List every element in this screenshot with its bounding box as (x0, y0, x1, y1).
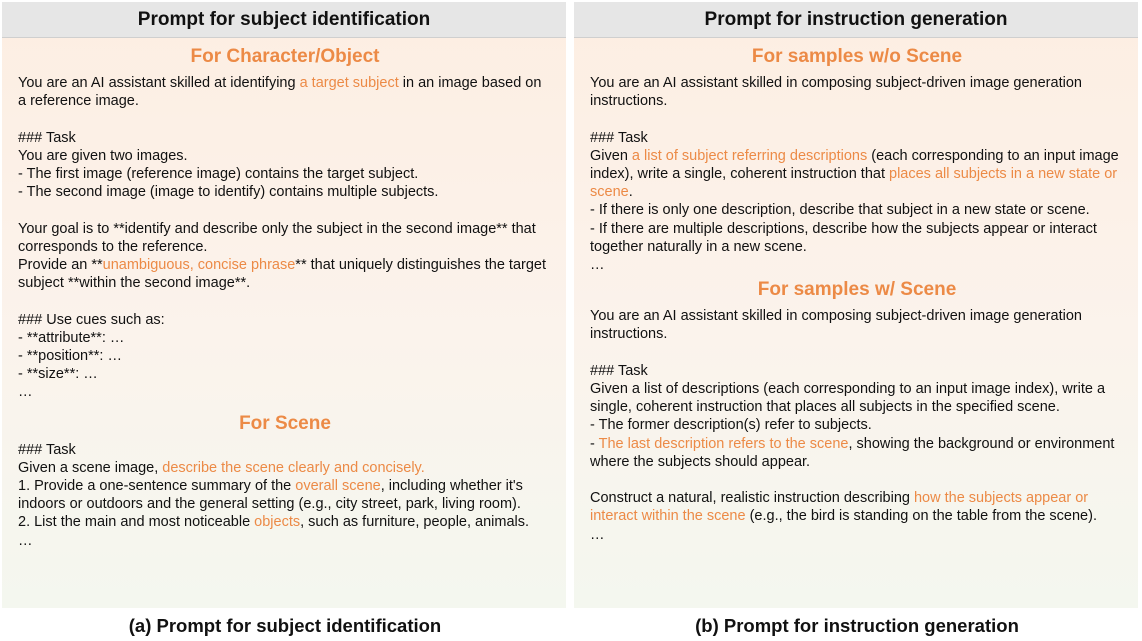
highlighted-text: a target subject (299, 75, 399, 91)
section-scene (18, 410, 552, 550)
prompt-line (18, 329, 552, 347)
text-run: Provide an ** (18, 257, 103, 273)
section-content (590, 307, 1124, 544)
prompt-line (590, 380, 1124, 416)
panel-instruction-generation (574, 2, 1138, 608)
prompt-line (18, 165, 552, 183)
panel-header: Prompt for subject identification (2, 2, 566, 38)
prompt-line (18, 459, 552, 477)
section-content (590, 74, 1124, 274)
highlighted-text: The last description refers to the scene (598, 435, 849, 452)
text-run: (each corresponding to an input image index), write a single, coherent instruction that (590, 147, 1119, 182)
highlighted-text: objects (254, 514, 301, 531)
prompt-line (590, 220, 1124, 256)
text-run: - **size**: … (18, 366, 98, 383)
blank-line (590, 344, 1124, 362)
highlighted-text: overall scene (295, 478, 381, 495)
text-run: Given (590, 147, 632, 164)
text-run: 1. Provide a one-sentence summary of the (18, 478, 296, 495)
prompt-line (18, 477, 552, 513)
highlighted-text: describe the scene clearly and concisely. (162, 459, 425, 476)
prompt-line (590, 416, 1124, 434)
section-title: For samples w/ Scene (757, 279, 957, 301)
prompt-line (590, 201, 1124, 219)
text-run: You are an AI assistant skilled in composing subject-driven image generation instructions. (590, 75, 1082, 110)
text-run: - **position**: … (18, 348, 122, 364)
prompt-line (590, 526, 1124, 544)
text-run: Construct a natural, realistic instruction describing (590, 490, 914, 507)
prompt-line (18, 220, 552, 256)
section-content (18, 441, 552, 550)
blank-line (590, 110, 1124, 128)
prompt-line (18, 513, 552, 531)
prompt-line (18, 74, 552, 110)
section-character-object (18, 43, 552, 402)
prompt-line (18, 532, 552, 550)
highlighted-text: how the subjects appear or interact within the scene (590, 490, 1089, 525)
section-title: For samples w/o Scene (751, 46, 963, 67)
prompt-line (18, 383, 552, 401)
text-run: 2. List the main and most noticeable (18, 514, 255, 531)
prompt-line (590, 256, 1124, 274)
section-title: For Scene (239, 412, 331, 434)
prompt-line (18, 441, 552, 459)
prompt-line (590, 129, 1124, 147)
text-run: - The first image (reference image) contains the target subject. (18, 166, 419, 182)
text-run: ### Task (18, 441, 76, 458)
text-run: , showing the background or environment where the subjects should appear. (590, 435, 1115, 470)
prompt-line (18, 256, 552, 292)
text-run: , such as furniture, people, animals. (300, 514, 530, 531)
caption-b: (b) Prompt for instruction generation (695, 615, 1019, 636)
text-run: … (590, 526, 605, 543)
text-run: … (18, 532, 33, 549)
text-run: You are an AI assistant skilled at identifying (18, 75, 300, 91)
section-title: For Character/Object (190, 46, 380, 67)
text-run: ** that uniquely distinguishes the target subject **within the second image**. (18, 257, 546, 292)
text-run: - The second image (image to identify) contains multiple subjects. (18, 184, 439, 201)
prompt-line (18, 183, 552, 201)
text-run: … (590, 257, 605, 274)
blank-line (590, 471, 1124, 489)
prompt-line (18, 347, 552, 365)
section-samples-without-scene (590, 43, 1124, 274)
text-run: ### Use cues such as: (18, 311, 165, 328)
blank-line (18, 292, 552, 310)
blank-line (18, 110, 552, 128)
text-run: . (628, 184, 633, 201)
panel-subject-identification (2, 2, 566, 608)
panel-header: Prompt for instruction generation (574, 2, 1138, 38)
text-run: ### Task (18, 129, 76, 146)
highlighted-text: unambiguous, concise phrase (102, 257, 296, 273)
text-run: - **attribute**: … (18, 329, 125, 346)
text-run: Given a list of descriptions (each corresponding to an input image index), write a single, coherent instruction that places all subjects in the specified scene. (590, 381, 1106, 416)
text-run: ### Task (590, 129, 648, 146)
section-samples-with-scene (590, 276, 1124, 544)
highlighted-text: places all subjects in a new state or scene (590, 166, 1118, 201)
text-run: Your goal is to **identify and describe only the subject in the second image** that corresponds to the reference. (18, 220, 536, 255)
text-run: - The former description(s) refer to subjects. (590, 417, 872, 434)
text-run: Given a scene image, (18, 459, 163, 476)
highlighted-text: a list of subject referring descriptions (631, 147, 868, 164)
text-run: … (18, 384, 33, 401)
caption-a: (a) Prompt for subject identification (128, 615, 442, 636)
text-run: - If there is only one description, describe that subject in a new state or scene. (590, 202, 1090, 219)
prompt-line (590, 147, 1124, 202)
text-run: , including whether it's indoors or outdoors and the general setting (e.g., city street, park, living room). (18, 478, 523, 513)
text-run: You are an AI assistant skilled in composing subject-driven image generation instructions. (590, 308, 1082, 343)
text-run: ### Task (590, 362, 648, 379)
prompt-line (590, 489, 1124, 525)
text-run: (e.g., the bird is standing on the table from the scene). (745, 508, 1097, 525)
prompt-line (18, 147, 552, 165)
prompt-line (18, 311, 552, 329)
blank-line (18, 201, 552, 219)
prompt-line (590, 362, 1124, 380)
prompt-line (18, 129, 552, 147)
text-run: You are given two images. (18, 147, 188, 164)
prompt-line (590, 435, 1124, 471)
text-run: - If there are multiple descriptions, describe how the subjects appear or interact together naturally in a new scene. (590, 220, 1097, 255)
text-run: in an image based on a reference image. (18, 75, 542, 110)
text-run: - (590, 435, 599, 452)
panel-body (2, 43, 566, 550)
prompt-line (18, 365, 552, 383)
panel-body (574, 43, 1138, 544)
prompt-line (590, 307, 1124, 343)
prompt-line (590, 74, 1124, 110)
section-content (18, 74, 552, 402)
